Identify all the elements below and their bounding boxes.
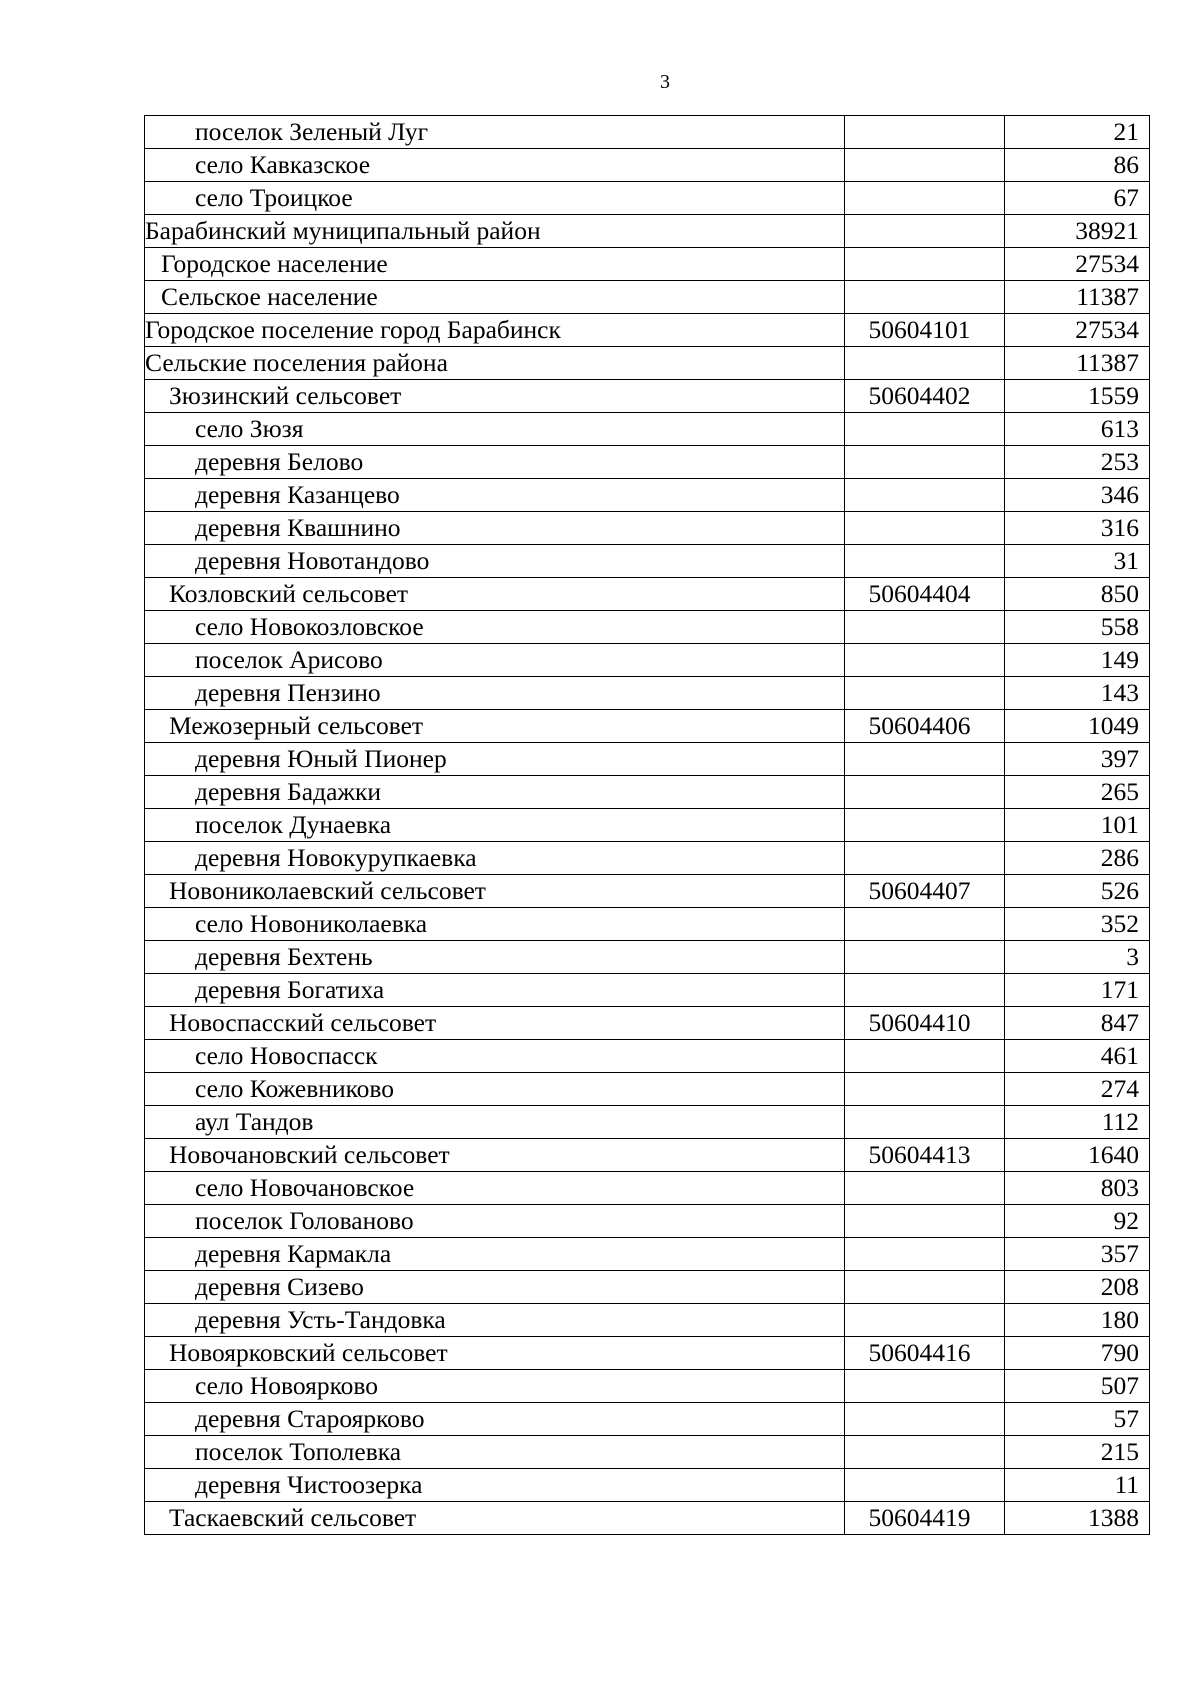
- population-cell: 11387: [1005, 281, 1150, 314]
- settlement-name-cell: поселок Голованово: [145, 1205, 845, 1238]
- table-row: [145, 941, 1150, 974]
- population-cell: 38921: [1005, 215, 1150, 248]
- table-row: [145, 248, 1150, 281]
- settlement-name-cell: Городское население: [145, 248, 845, 281]
- settlement-name-cell: деревня Квашнино: [145, 512, 845, 545]
- population-cell: 526: [1005, 875, 1150, 908]
- population-cell: 397: [1005, 743, 1150, 776]
- oktmo-code-cell: 50604416: [845, 1337, 1005, 1370]
- settlement-name-cell: село Новоспасск: [145, 1040, 845, 1073]
- settlement-name-cell: Городское поселение город Барабинск: [145, 314, 845, 347]
- oktmo-code-cell: 50604406: [845, 710, 1005, 743]
- oktmo-code-cell: [845, 1073, 1005, 1106]
- oktmo-code-cell: [845, 842, 1005, 875]
- population-cell: 274: [1005, 1073, 1150, 1106]
- oktmo-code-cell: [845, 941, 1005, 974]
- settlement-name-cell: деревня Новокурупкаевка: [145, 842, 845, 875]
- settlement-name-cell: поселок Тополевка: [145, 1436, 845, 1469]
- settlement-name-cell: деревня Чистоозерка: [145, 1469, 845, 1502]
- settlement-name-cell: аул Тандов: [145, 1106, 845, 1139]
- oktmo-code-cell: [845, 1271, 1005, 1304]
- population-cell: 1049: [1005, 710, 1150, 743]
- oktmo-code-cell: 50604419: [845, 1502, 1005, 1535]
- population-cell: 558: [1005, 611, 1150, 644]
- population-cell: 461: [1005, 1040, 1150, 1073]
- population-cell: 27534: [1005, 314, 1150, 347]
- oktmo-code-cell: 50604410: [845, 1007, 1005, 1040]
- oktmo-code-cell: [845, 1304, 1005, 1337]
- population-cell: 92: [1005, 1205, 1150, 1238]
- table-row: [145, 479, 1150, 512]
- oktmo-code-cell: [845, 677, 1005, 710]
- settlement-name-cell: Новоярковский сельсовет: [145, 1337, 845, 1370]
- settlement-name-cell: село Новокозловское: [145, 611, 845, 644]
- oktmo-code-cell: 50604404: [845, 578, 1005, 611]
- settlement-name-cell: Межозерный сельсовет: [145, 710, 845, 743]
- table-row: [145, 809, 1150, 842]
- table-row: [145, 116, 1150, 149]
- population-cell: 67: [1005, 182, 1150, 215]
- oktmo-code-cell: [845, 644, 1005, 677]
- population-cell: 86: [1005, 149, 1150, 182]
- table-row: [145, 380, 1150, 413]
- oktmo-code-cell: [845, 974, 1005, 1007]
- oktmo-code-cell: 50604413: [845, 1139, 1005, 1172]
- population-cell: 1559: [1005, 380, 1150, 413]
- oktmo-code-cell: [845, 1370, 1005, 1403]
- oktmo-code-cell: [845, 545, 1005, 578]
- table-row: [145, 743, 1150, 776]
- settlement-name-cell: деревня Новотандово: [145, 545, 845, 578]
- table-row: [145, 149, 1150, 182]
- table-row: [145, 974, 1150, 1007]
- table-row: [145, 1436, 1150, 1469]
- table-body: [145, 116, 1150, 1535]
- settlement-name-cell: село Новониколаевка: [145, 908, 845, 941]
- settlement-name-cell: село Троицкое: [145, 182, 845, 215]
- population-cell: 31: [1005, 545, 1150, 578]
- table-row: [145, 1139, 1150, 1172]
- oktmo-code-cell: [845, 809, 1005, 842]
- table-row: [145, 1073, 1150, 1106]
- settlement-name-cell: деревня Богатиха: [145, 974, 845, 1007]
- population-cell: 1388: [1005, 1502, 1150, 1535]
- oktmo-code-cell: 50604101: [845, 314, 1005, 347]
- population-cell: 208: [1005, 1271, 1150, 1304]
- table-row: [145, 1205, 1150, 1238]
- population-cell: 149: [1005, 644, 1150, 677]
- oktmo-code-cell: [845, 1238, 1005, 1271]
- table-row: [145, 1370, 1150, 1403]
- table-row: [145, 1040, 1150, 1073]
- oktmo-code-cell: [845, 908, 1005, 941]
- table-row: [145, 347, 1150, 380]
- oktmo-code-cell: [845, 743, 1005, 776]
- population-cell: 352: [1005, 908, 1150, 941]
- population-cell: 850: [1005, 578, 1150, 611]
- population-cell: 265: [1005, 776, 1150, 809]
- table-row: [145, 677, 1150, 710]
- oktmo-code-cell: 50604407: [845, 875, 1005, 908]
- table-row: [145, 776, 1150, 809]
- settlement-name-cell: деревня Сизево: [145, 1271, 845, 1304]
- table-row: [145, 710, 1150, 743]
- population-cell: 847: [1005, 1007, 1150, 1040]
- table-row: [145, 182, 1150, 215]
- table-row: [145, 908, 1150, 941]
- table-row: [145, 1007, 1150, 1040]
- population-cell: 21: [1005, 116, 1150, 149]
- population-cell: 11387: [1005, 347, 1150, 380]
- population-cell: 1640: [1005, 1139, 1150, 1172]
- table-row: [145, 1271, 1150, 1304]
- population-cell: 613: [1005, 413, 1150, 446]
- settlement-name-cell: деревня Староярково: [145, 1403, 845, 1436]
- oktmo-code-cell: 50604402: [845, 380, 1005, 413]
- oktmo-code-cell: [845, 248, 1005, 281]
- population-cell: 27534: [1005, 248, 1150, 281]
- population-cell: 790: [1005, 1337, 1150, 1370]
- table-row: [145, 1469, 1150, 1502]
- settlements-table: [144, 115, 1150, 1535]
- page-number: 3: [660, 71, 670, 93]
- oktmo-code-cell: [845, 413, 1005, 446]
- oktmo-code-cell: [845, 215, 1005, 248]
- population-cell: 253: [1005, 446, 1150, 479]
- oktmo-code-cell: [845, 281, 1005, 314]
- settlement-name-cell: Сельские поселения района: [145, 347, 845, 380]
- settlement-name-cell: село Зюзя: [145, 413, 845, 446]
- table-row: [145, 842, 1150, 875]
- table-row: [145, 1172, 1150, 1205]
- population-cell: 346: [1005, 479, 1150, 512]
- oktmo-code-cell: [845, 1106, 1005, 1139]
- settlement-name-cell: деревня Бехтень: [145, 941, 845, 974]
- population-cell: 112: [1005, 1106, 1150, 1139]
- settlement-name-cell: село Кавказское: [145, 149, 845, 182]
- population-cell: 3: [1005, 941, 1150, 974]
- table-row: [145, 1106, 1150, 1139]
- table-row: [145, 1337, 1150, 1370]
- settlement-name-cell: деревня Белово: [145, 446, 845, 479]
- population-cell: 101: [1005, 809, 1150, 842]
- table-row: [145, 1238, 1150, 1271]
- oktmo-code-cell: [845, 611, 1005, 644]
- oktmo-code-cell: [845, 182, 1005, 215]
- population-cell: 171: [1005, 974, 1150, 1007]
- oktmo-code-cell: [845, 479, 1005, 512]
- population-cell: 143: [1005, 677, 1150, 710]
- oktmo-code-cell: [845, 1469, 1005, 1502]
- population-cell: 507: [1005, 1370, 1150, 1403]
- oktmo-code-cell: [845, 1205, 1005, 1238]
- population-cell: 357: [1005, 1238, 1150, 1271]
- table-row: [145, 1304, 1150, 1337]
- population-cell: 11: [1005, 1469, 1150, 1502]
- settlement-name-cell: деревня Пензино: [145, 677, 845, 710]
- table-row: [145, 578, 1150, 611]
- population-cell: 803: [1005, 1172, 1150, 1205]
- settlement-name-cell: Новочановский сельсовет: [145, 1139, 845, 1172]
- table-row: [145, 1403, 1150, 1436]
- settlement-name-cell: деревня Казанцево: [145, 479, 845, 512]
- settlement-name-cell: село Кожевниково: [145, 1073, 845, 1106]
- settlement-name-cell: поселок Зеленый Луг: [145, 116, 845, 149]
- settlement-name-cell: поселок Арисово: [145, 644, 845, 677]
- settlement-name-cell: Барабинский муниципальный район: [145, 215, 845, 248]
- oktmo-code-cell: [845, 1403, 1005, 1436]
- oktmo-code-cell: [845, 1172, 1005, 1205]
- table-row: [145, 1502, 1150, 1535]
- table-row: [145, 215, 1150, 248]
- settlement-name-cell: Сельское население: [145, 281, 845, 314]
- oktmo-code-cell: [845, 446, 1005, 479]
- settlement-name-cell: село Новочановское: [145, 1172, 845, 1205]
- table-row: [145, 314, 1150, 347]
- table-row: [145, 644, 1150, 677]
- settlement-name-cell: Таскаевский сельсовет: [145, 1502, 845, 1535]
- population-cell: 316: [1005, 512, 1150, 545]
- table-row: [145, 545, 1150, 578]
- table-row: [145, 611, 1150, 644]
- settlement-name-cell: деревня Бадажки: [145, 776, 845, 809]
- table-row: [145, 446, 1150, 479]
- oktmo-code-cell: [845, 512, 1005, 545]
- oktmo-code-cell: [845, 776, 1005, 809]
- settlement-name-cell: Новониколаевский сельсовет: [145, 875, 845, 908]
- table-row: [145, 512, 1150, 545]
- table-row: [145, 413, 1150, 446]
- settlement-name-cell: Новоспасский сельсовет: [145, 1007, 845, 1040]
- oktmo-code-cell: [845, 149, 1005, 182]
- oktmo-code-cell: [845, 1040, 1005, 1073]
- population-cell: 286: [1005, 842, 1150, 875]
- table-row: [145, 875, 1150, 908]
- population-cell: 57: [1005, 1403, 1150, 1436]
- settlement-name-cell: поселок Дунаевка: [145, 809, 845, 842]
- settlement-name-cell: Зюзинский сельсовет: [145, 380, 845, 413]
- settlement-name-cell: деревня Усть-Тандовка: [145, 1304, 845, 1337]
- settlement-name-cell: село Новоярково: [145, 1370, 845, 1403]
- settlement-name-cell: деревня Кармакла: [145, 1238, 845, 1271]
- oktmo-code-cell: [845, 347, 1005, 380]
- oktmo-code-cell: [845, 116, 1005, 149]
- table-row: [145, 281, 1150, 314]
- population-cell: 215: [1005, 1436, 1150, 1469]
- oktmo-code-cell: [845, 1436, 1005, 1469]
- population-cell: 180: [1005, 1304, 1150, 1337]
- settlement-name-cell: деревня Юный Пионер: [145, 743, 845, 776]
- settlement-name-cell: Козловский сельсовет: [145, 578, 845, 611]
